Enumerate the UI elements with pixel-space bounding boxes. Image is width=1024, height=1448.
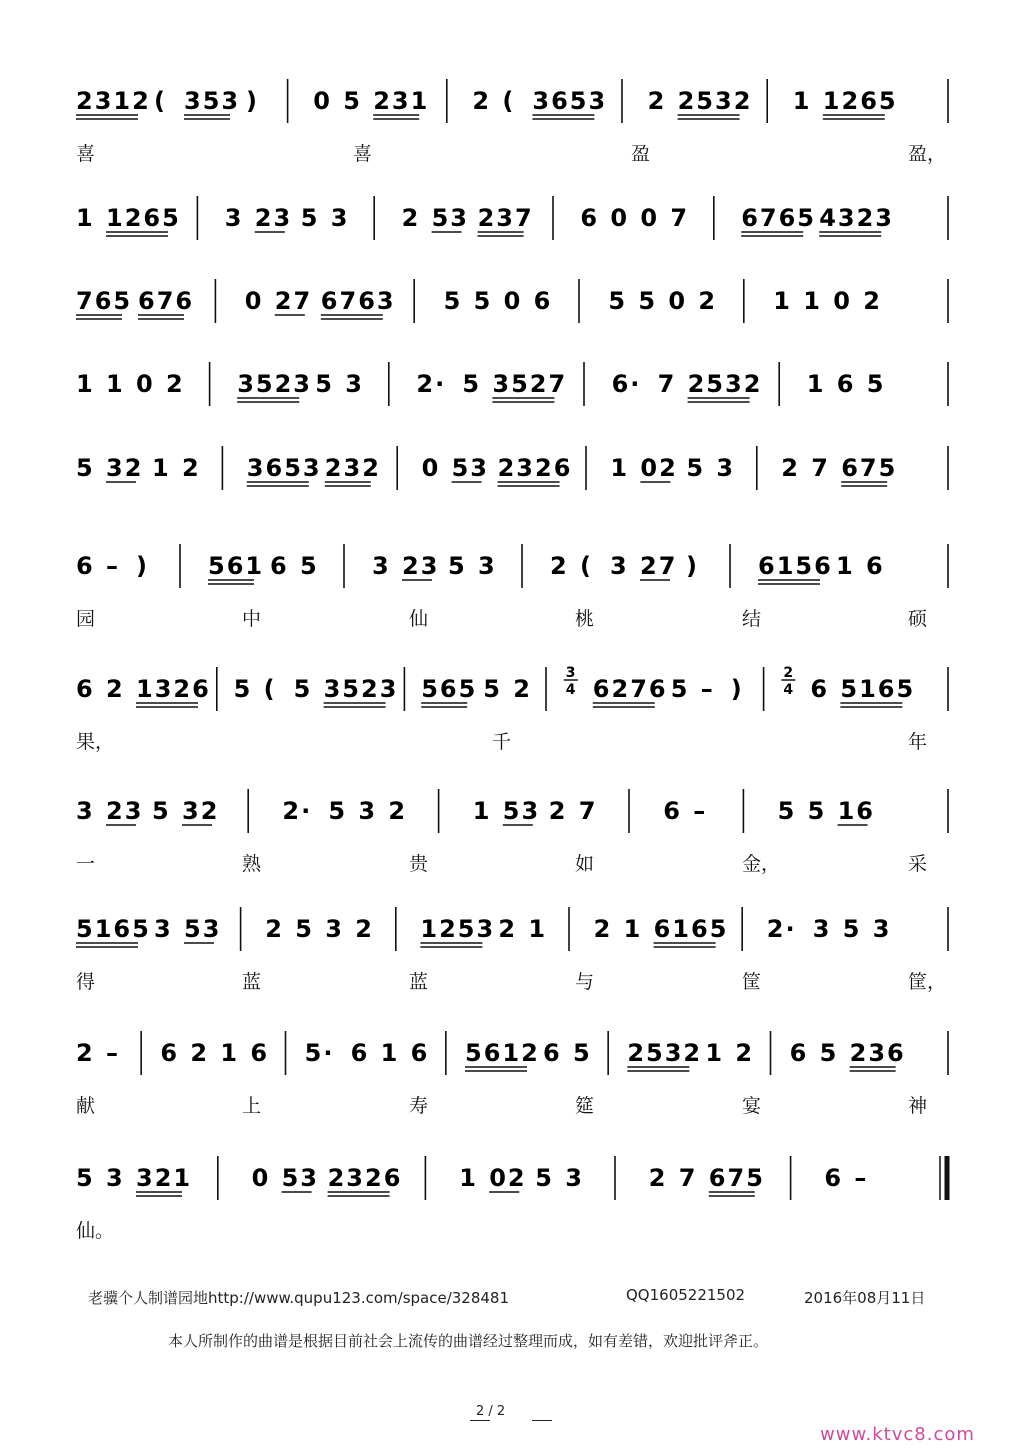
measure: [76, 1164, 192, 1196]
footer-date: 2016年08月11日: [804, 1289, 926, 1307]
note-group: 5: [686, 454, 706, 482]
lyric-char: 园: [76, 608, 96, 630]
note-group: 6: [810, 675, 830, 703]
measure: [76, 675, 211, 707]
note-group: 3523: [237, 370, 312, 398]
note-group: 6: [350, 1039, 370, 1067]
note-group: 2: [355, 915, 374, 943]
note-group: 2: [472, 87, 492, 115]
note-group: 675: [841, 454, 898, 482]
measure: [245, 287, 396, 319]
note-group: 27: [640, 552, 678, 580]
note-group: 2532: [677, 87, 753, 115]
note-group: 3: [372, 552, 391, 580]
note-group: 6763: [320, 287, 396, 315]
note-group: 7: [670, 204, 690, 232]
measure: [76, 370, 185, 398]
note-group: 2: [548, 797, 568, 825]
note-group: 2326: [497, 454, 573, 482]
note-group: 32: [106, 454, 144, 482]
note-group: 6: [76, 675, 95, 703]
note-group: 2: [190, 1039, 210, 1067]
note-group: 2: [698, 287, 718, 315]
note-group: 53: [184, 915, 222, 943]
note-group: 1: [220, 1039, 240, 1067]
notation-line: [76, 362, 948, 406]
note-group: 1: [76, 370, 95, 398]
measure: [608, 287, 717, 315]
note-group: 7: [678, 1164, 698, 1192]
lyric-char: 筐: [742, 971, 762, 993]
lyric-char: 千: [492, 731, 512, 753]
note-group: 6: [789, 1039, 809, 1067]
note-group: (: [154, 87, 167, 115]
notation-line: [76, 789, 948, 833]
note-group: 1: [623, 915, 643, 943]
note-group: 5: [300, 204, 320, 232]
measure: [282, 797, 407, 825]
lyric-char: 盈: [631, 143, 651, 165]
note-group: 5: [866, 370, 886, 398]
notation-line: [76, 1156, 947, 1200]
note-group: 6: [410, 1039, 430, 1067]
note-group: 5: [328, 797, 348, 825]
note-group: 3: [106, 1164, 125, 1192]
lyric-char: 蓝: [409, 971, 429, 993]
note-group: 1: [773, 287, 792, 315]
measure: [790, 1039, 906, 1071]
note-group: 1: [705, 1039, 725, 1067]
note-group: 02: [640, 454, 678, 482]
note-group: 6765: [741, 204, 816, 232]
measure: [247, 454, 381, 486]
lyric-char: 果，: [76, 731, 115, 753]
notation-line: [76, 907, 948, 951]
measure: [252, 1164, 403, 1196]
note-group: 5: [300, 552, 319, 580]
note-group: 6: [160, 1039, 180, 1067]
measure: [472, 87, 607, 119]
measure: [76, 797, 219, 825]
note-group: 561: [208, 552, 265, 580]
note-group: 1: [152, 454, 171, 482]
lyric-char: 喜: [353, 143, 373, 165]
lyric-char: 盈，: [908, 143, 947, 165]
note-group: 0: [244, 287, 264, 315]
note-group: 676: [138, 287, 195, 315]
note-group: 6165: [653, 915, 729, 943]
note-group: 565: [421, 675, 478, 703]
note-group: 2326: [327, 1164, 403, 1192]
note-group: 5: [819, 1039, 839, 1067]
footer-note: 本人所制作的曲谱是根据目前社会上流传的曲谱经过整理而成，如有差错，欢迎批评斧正。: [168, 1332, 769, 1350]
note-group: 5: [473, 287, 493, 315]
footer-qq: QQ1605221502: [626, 1286, 746, 1304]
note-group: –: [106, 552, 120, 580]
measure: [767, 915, 892, 943]
note-group: 5: [670, 675, 690, 703]
measure: [76, 454, 201, 482]
note-group: 5: [343, 87, 362, 115]
note-group: 6: [270, 552, 289, 580]
lyric-char: 上: [242, 1095, 262, 1117]
note-group: 7: [657, 370, 677, 398]
lyric-char: 贵: [409, 853, 429, 875]
note-group: 1265: [106, 204, 181, 232]
lyric-char: 结: [742, 608, 762, 630]
note-group: 5: [638, 287, 658, 315]
note-group: 3: [716, 454, 736, 482]
measure: [793, 87, 898, 119]
note-group: 0: [251, 1164, 271, 1192]
note-group: 2532: [627, 1039, 703, 1067]
time-signature-top: 2: [783, 665, 794, 681]
note-group: 2: [498, 915, 518, 943]
notation-line: [76, 279, 948, 323]
note-group: 53: [502, 797, 541, 825]
measure: [421, 675, 532, 707]
measure: [741, 204, 894, 236]
note-group: 1: [380, 1039, 400, 1067]
note-group: 2: [593, 915, 613, 943]
note-group: 1: [106, 370, 125, 398]
note-group: 1: [836, 552, 855, 580]
measure: [778, 797, 875, 825]
notation-line: [76, 544, 948, 588]
note-group: 3: [565, 1164, 584, 1192]
note-group: ): [136, 552, 149, 580]
note-group: 3527: [492, 370, 568, 398]
note-group: 2: [401, 204, 421, 232]
note-group: 765: [76, 287, 133, 315]
measure: [76, 204, 181, 236]
note-group: 23: [402, 552, 440, 580]
note-group: 2532: [687, 370, 763, 398]
note-group: 5·: [304, 1039, 335, 1067]
lyric-char: 仙。: [76, 1220, 115, 1242]
note-group: –: [700, 675, 715, 703]
note-group: 3: [610, 552, 629, 580]
lyric-char: 献: [76, 1095, 96, 1117]
measure: [420, 915, 547, 947]
note-group: 4323: [819, 204, 894, 232]
page-number: 2 / 2: [476, 1404, 506, 1419]
measure: [208, 552, 319, 584]
lyric-char: 如: [575, 853, 595, 875]
note-group: (: [580, 552, 593, 580]
note-group: 2·: [416, 370, 447, 398]
note-group: 6276: [592, 675, 668, 703]
note-group: 5: [76, 454, 95, 482]
lyric-char: 与: [575, 971, 595, 993]
note-group: 236: [849, 1039, 906, 1067]
note-group: 6: [533, 287, 553, 315]
note-group: 53: [431, 204, 470, 232]
lyric-char: 年: [908, 731, 928, 753]
note-group: 6156: [758, 552, 833, 580]
lyric-char: 神: [908, 1095, 928, 1117]
lyric-char: 仙: [409, 608, 429, 630]
note-group: 6: [543, 1039, 562, 1067]
note-group: 5612: [465, 1039, 540, 1067]
note-group: 2: [863, 287, 882, 315]
note-group: ): [246, 87, 259, 115]
note-group: 5: [233, 675, 253, 703]
measure: [416, 370, 567, 402]
measure: [265, 915, 374, 943]
note-group: 231: [373, 87, 430, 115]
note-group: 1: [792, 87, 812, 115]
measure: [465, 1039, 592, 1071]
note-group: 2: [106, 675, 125, 703]
measure: [550, 552, 699, 580]
note-group: 5: [293, 675, 313, 703]
note-group: 6: [866, 552, 885, 580]
lyric-char: 一: [76, 853, 96, 875]
lyric-char: 蓝: [242, 971, 262, 993]
note-group: 6: [836, 370, 856, 398]
note-group: 5: [483, 675, 502, 703]
lyric-char: 桃: [575, 608, 595, 630]
note-group: 2: [265, 915, 284, 943]
measure: [160, 1039, 269, 1067]
notation-line: [76, 79, 948, 123]
measure: [610, 454, 735, 482]
measure: [459, 1164, 584, 1192]
note-group: 1: [528, 915, 548, 943]
note-group: 5165: [76, 915, 151, 943]
measure: [773, 287, 882, 315]
note-group: 0: [640, 204, 660, 232]
lyric-char: 筐，: [908, 971, 947, 993]
measure: [781, 665, 915, 707]
lyric-char: 金，: [742, 853, 781, 875]
notation-line: [76, 446, 948, 490]
note-group: 7: [811, 454, 830, 482]
note-group: 1: [806, 370, 826, 398]
note-group: 3: [154, 915, 173, 943]
note-group: 5: [76, 1164, 95, 1192]
note-group: 32: [182, 797, 220, 825]
note-group: 5: [295, 915, 314, 943]
note-group: 2312: [76, 87, 151, 115]
note-group: 7: [578, 797, 598, 825]
note-group: 5: [443, 287, 463, 315]
note-group: 0: [421, 454, 441, 482]
note-group: 23: [254, 204, 293, 232]
measure: [76, 552, 149, 580]
note-group: 3: [345, 370, 364, 398]
notation-line: [76, 1031, 948, 1075]
measure: [234, 675, 399, 707]
notation-line: [76, 196, 948, 240]
measure: [225, 204, 350, 232]
note-group: 2·: [766, 915, 797, 943]
note-group: 5: [608, 287, 628, 315]
note-group: ): [730, 675, 744, 703]
note-group: 5165: [840, 675, 916, 703]
note-group: –: [693, 797, 708, 825]
page-rule-left: [470, 1420, 490, 1421]
measure: [76, 1039, 120, 1067]
note-group: –: [106, 1039, 120, 1067]
measure: [473, 797, 598, 825]
note-group: 1265: [822, 87, 898, 115]
note-group: 2: [735, 1039, 755, 1067]
note-group: 53: [281, 1164, 320, 1192]
measure: [237, 370, 364, 402]
note-group: 3: [330, 204, 350, 232]
footer-site: 老骥个人制谱园地http://www.qupu123.com/space/328481: [88, 1289, 510, 1307]
lyric-char: 采: [908, 853, 928, 875]
note-group: 0: [668, 287, 688, 315]
note-group: 3653: [532, 87, 608, 115]
lyric-char: 筵: [575, 1095, 595, 1117]
measure: [422, 454, 573, 486]
note-group: 02: [489, 1164, 527, 1192]
measure: [76, 915, 221, 947]
measure: [76, 287, 194, 319]
measure: [594, 915, 729, 947]
note-group: 1253: [420, 915, 496, 943]
lyric-char: 中: [242, 608, 262, 630]
note-group: 1326: [136, 675, 211, 703]
note-group: 16: [837, 797, 876, 825]
note-group: 3: [872, 915, 892, 943]
measure: [781, 454, 897, 486]
measure: [564, 665, 744, 707]
lyric-char: 熟: [242, 853, 262, 875]
note-group: 6: [250, 1039, 270, 1067]
note-group: 3: [478, 552, 497, 580]
measure: [580, 204, 689, 232]
measure: [313, 87, 429, 119]
note-group: 675: [708, 1164, 765, 1192]
note-group: 1: [472, 797, 492, 825]
note-group: 1: [459, 1164, 478, 1192]
note-group: 5: [462, 370, 482, 398]
note-group: 0: [610, 204, 630, 232]
note-group: 3523: [323, 675, 399, 703]
note-group: 6: [824, 1164, 844, 1192]
measure: [612, 370, 763, 402]
note-group: 6: [580, 204, 600, 232]
measure: [627, 1039, 754, 1071]
measure: [76, 87, 259, 119]
measure: [648, 87, 753, 119]
note-group: 53: [451, 454, 490, 482]
note-group: 2: [550, 552, 569, 580]
note-group: 0: [313, 87, 332, 115]
lyric-char: 喜: [76, 143, 96, 165]
note-group: 5: [152, 797, 171, 825]
note-group: 6: [76, 552, 95, 580]
note-group: 0: [503, 287, 523, 315]
watermark: www.ktvc8.com: [820, 1424, 975, 1445]
note-group: 5: [807, 797, 827, 825]
note-group: 5: [315, 370, 334, 398]
note-group: 2: [388, 797, 408, 825]
note-group: (: [263, 675, 277, 703]
note-group: 3653: [246, 454, 322, 482]
note-group: ): [686, 552, 699, 580]
time-signature-top: 3: [565, 665, 576, 681]
measure: [807, 370, 886, 398]
page-rule-right: [532, 1420, 552, 1421]
note-group: 2: [648, 1164, 668, 1192]
note-group: 3: [358, 797, 378, 825]
note-group: 5: [448, 552, 467, 580]
note-group: 27: [274, 287, 313, 315]
note-group: 2·: [282, 797, 313, 825]
note-group: (: [502, 87, 516, 115]
note-group: –: [854, 1164, 869, 1192]
note-group: 2: [166, 370, 185, 398]
note-group: 6·: [611, 370, 642, 398]
measure: [649, 1164, 765, 1196]
measure: [305, 1039, 430, 1067]
note-group: 5: [777, 797, 797, 825]
notation-line: [76, 665, 948, 711]
note-group: 321: [136, 1164, 193, 1192]
measure: [444, 287, 553, 315]
note-group: 5: [573, 1039, 592, 1067]
note-group: 3: [812, 915, 832, 943]
note-group: 0: [136, 370, 155, 398]
note-group: 3: [224, 204, 244, 232]
lyric-char: 硕: [908, 608, 928, 630]
note-group: 1: [76, 204, 95, 232]
note-group: 2: [781, 454, 800, 482]
measure: [824, 1164, 868, 1192]
note-group: 1: [610, 454, 630, 482]
note-group: 3: [76, 797, 95, 825]
note-group: 0: [833, 287, 852, 315]
measure: [758, 552, 885, 584]
measure: [402, 204, 534, 236]
note-group: 23: [106, 797, 144, 825]
measure: [663, 797, 707, 825]
note-group: 2: [513, 675, 532, 703]
lyric-char: 寿: [409, 1095, 429, 1117]
note-group: 2: [76, 1039, 95, 1067]
note-group: 5: [842, 915, 862, 943]
note-group: 232: [324, 454, 381, 482]
lyric-char: 得: [76, 971, 96, 993]
note-group: 2: [647, 87, 667, 115]
note-group: 6: [663, 797, 682, 825]
lyric-char: 宴: [742, 1095, 762, 1117]
note-group: 353: [184, 87, 241, 115]
note-group: 3: [325, 915, 344, 943]
note-group: 1: [803, 287, 822, 315]
note-group: 5: [535, 1164, 554, 1192]
note-group: 2: [182, 454, 201, 482]
time-signature-bottom: 4: [565, 682, 576, 698]
measure: [372, 552, 497, 580]
time-signature-bottom: 4: [783, 682, 794, 698]
note-group: 237: [477, 204, 534, 232]
